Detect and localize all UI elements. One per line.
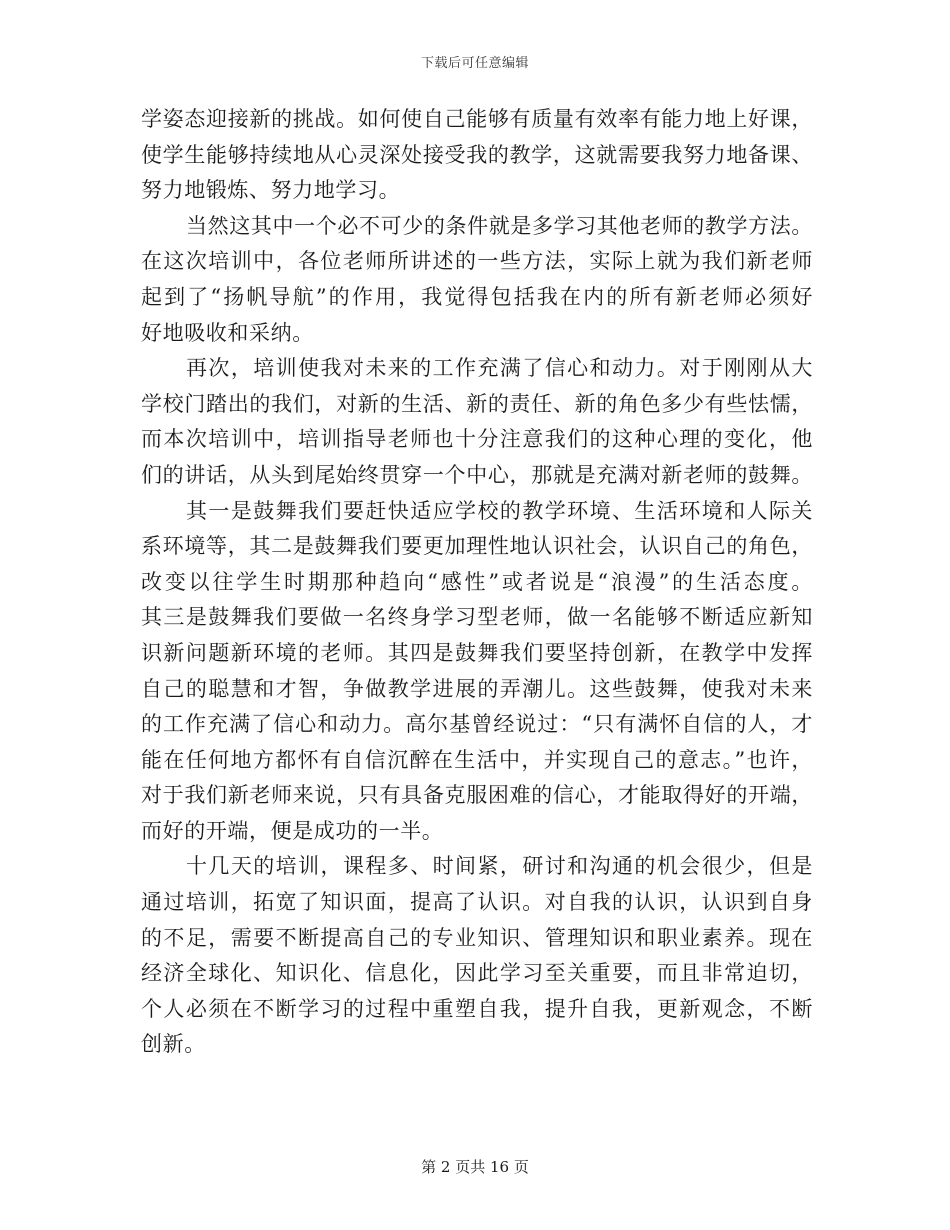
text-line: 使学生能够持续地从心灵深处接受我的教学，这就需要我努力地备课、 <box>141 142 813 167</box>
text-line: 其三是鼓舞我们要做一名终身学习型老师，做一名能够不断适应新知 <box>141 605 813 630</box>
text-line: 努力地锻炼、努力地学习。 <box>141 178 401 203</box>
text-line: 通过培训，拓宽了知识面，提高了认识。对自我的认识，认识到自身 <box>141 890 813 915</box>
text-line: 对于我们新老师来说，只有具备克服困难的信心，才能取得好的开端， <box>141 783 813 808</box>
text-line: 好地吸收和采纳。 <box>141 320 314 345</box>
text-line: 个人必须在不断学习的过程中重塑自我，提升自我，更新观念，不断 <box>141 996 813 1021</box>
text-line: 再次，培训使我对未来的工作充满了信心和动力。对于刚刚从大 <box>186 356 813 381</box>
document-body <box>141 102 813 1063</box>
text-line: 学校门踏出的我们，对新的生活、新的责任、新的角色多少有些怯懦， <box>141 391 813 416</box>
text-line: 能在任何地方都怀有自信沉醉在生活中，并实现自己的意志。”也许， <box>141 747 813 772</box>
text-line: 识新问题新环境的老师。其四是鼓舞我们要坚持创新，在教学中发挥 <box>141 640 813 665</box>
text-line: 系环境等，其二是鼓舞我们要更加理性地认识社会，认识自己的角色， <box>141 534 813 559</box>
text-line: 其一是鼓舞我们要赶快适应学校的教学环境、生活环境和人际关 <box>186 498 813 523</box>
page-number: 第 2 页共 16 页 <box>421 1158 529 1176</box>
text-line: 而本次培训中，培训指导老师也十分注意我们的这种心理的变化，他 <box>141 427 813 452</box>
text-line: 学姿态迎接新的挑战。如何使自己能够有质量有效率有能力地上好课， <box>141 107 813 131</box>
text-line: 起到了“扬帆导航”的作用，我觉得包括我在内的所有新老师必须好 <box>141 284 813 309</box>
text-line: 们的讲话，从头到尾始终贯穿一个中心，那就是充满对新老师的鼓舞。 <box>141 462 813 487</box>
text-line: 的不足，需要不断提高自己的专业知识、管理知识和职业素养。现在 <box>141 925 813 950</box>
page-header: 下载后可任意编辑 <box>420 56 529 71</box>
text-line: 经济全球化、知识化、信息化，因此学习至关重要，而且非常迫切， <box>141 961 813 986</box>
text-line: 十几天的培训，课程多、时间紧，研讨和沟通的机会很少，但是 <box>186 854 813 879</box>
text-line: 的工作充满了信心和动力。高尔基曾经说过：“只有满怀自信的人，才 <box>141 712 813 737</box>
text-line: 创新。 <box>141 1032 206 1057</box>
text-line: 当然这其中一个必不可少的条件就是多学习其他老师的教学方法。 <box>186 213 813 238</box>
text-line: 而好的开端，便是成功的一半。 <box>141 818 444 843</box>
text-line: 在这次培训中，各位老师所讲述的一些方法，实际上就为我们新老师 <box>141 249 813 274</box>
text-line: 自己的聪慧和才智，争做教学进展的弄潮儿。这些鼓舞，使我对未来 <box>141 676 813 701</box>
text-line: 改变以往学生时期那种趋向“感性”或者说是“浪漫”的生活态度。 <box>141 569 813 594</box>
